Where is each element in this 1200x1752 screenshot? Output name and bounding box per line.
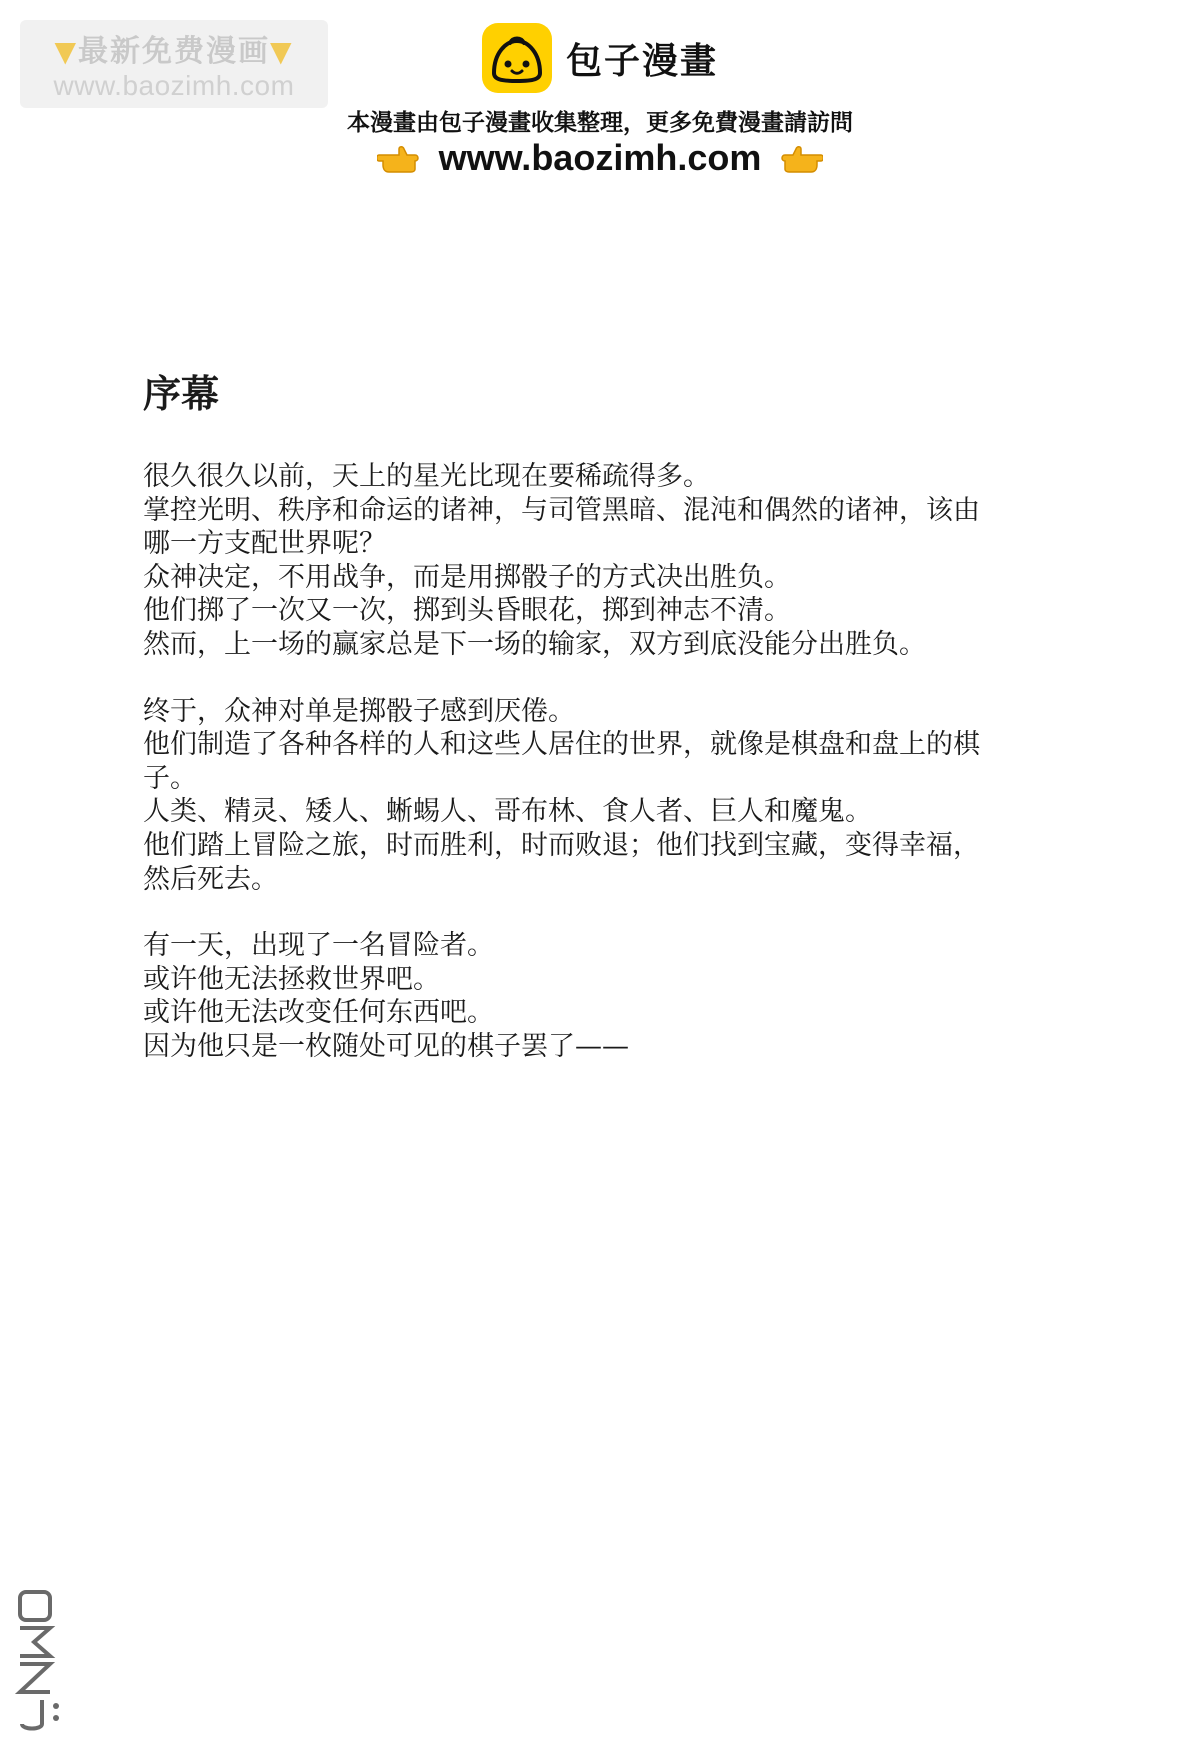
text-line: 或许他无法拯救世界吧。 (143, 963, 440, 995)
logo-text: 包子漫畫 (565, 40, 718, 82)
dmzj-logo-icon (14, 1588, 64, 1738)
paragraph (143, 460, 1063, 662)
site-logo (0, 22, 1200, 94)
pointing-hand-icon (377, 143, 421, 173)
chapter-title: 序幕 (143, 371, 220, 416)
text-line: 他们掷了一次又一次，掷到头昏眼花，掷到神志不清。 (143, 595, 791, 627)
text-line: 众神决定，不用战争，而是用掷骰子的方式决出胜负。 (143, 561, 791, 593)
paragraph (143, 929, 1063, 1063)
text-line: 有一天，出现了一名冒险者。 (143, 930, 494, 962)
watermark-url: www.baozimh.com (53, 70, 295, 101)
watermark-label: 最新免费漫画 (78, 34, 270, 69)
document-body (143, 370, 1063, 1097)
pointing-hand-icon (779, 143, 823, 173)
pointing-down-hand-icon: ▼ (54, 35, 78, 68)
text-line: 很久很久以前，天上的星光比现在要稀疏得多。 (143, 461, 710, 492)
text-line: 或许他无法改变任何东西吧。 (143, 997, 494, 1029)
site-url-row (0, 132, 1200, 184)
text-line: 哪一方支配世界呢？ (143, 528, 386, 560)
text-line: 终于，众神对单是掷骰子感到厌倦。 (143, 695, 575, 727)
pointing-down-hand-icon: ▼ (270, 35, 294, 68)
text-line: 他们制造了各种各样的人和这些人居住的世界，就像是棋盘和盘上的棋 (143, 729, 980, 761)
bun-face-icon (482, 23, 552, 93)
site-url[interactable]: www.baozimh.com (438, 137, 762, 178)
text-line: 子。 (143, 762, 197, 794)
site-tagline: 本漫畫由包子漫畫收集整理，更多免費漫畫請訪問 (347, 110, 853, 136)
text-line: 人类、精灵、矮人、蜥蜴人、哥布林、食人者、巨人和魔鬼。 (143, 796, 872, 828)
text-line: 掌控光明、秩序和命运的诸神，与司管黑暗、混沌和偶然的诸神，该由 (143, 494, 980, 526)
text-line: 然而，上一场的赢家总是下一场的输家，双方到底没能分出胜负。 (143, 628, 926, 660)
paragraph (143, 695, 1063, 897)
text-line: 因为他只是一枚随处可见的棋子罢了—— (143, 1030, 629, 1062)
text-line: 他们踏上冒险之旅，时而胜利，时而败退；他们找到宝藏，变得幸福， (143, 829, 980, 861)
text-line: 然后死去。 (143, 863, 278, 895)
